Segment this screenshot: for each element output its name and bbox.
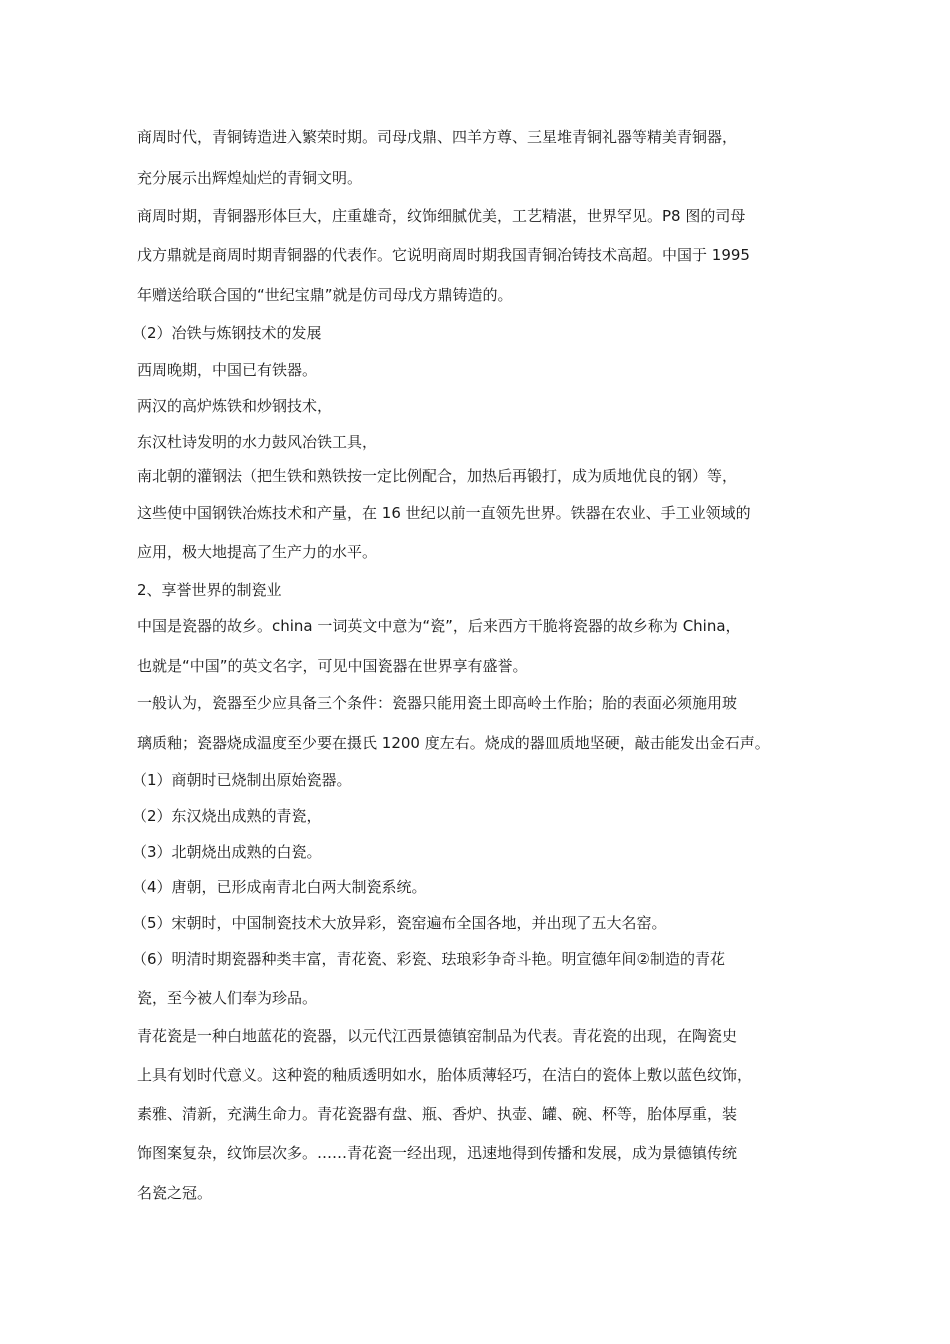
list-item: （2）东汉烧出成熟的青瓷， bbox=[132, 807, 322, 825]
list-item: （1）商朝时已烧制出原始瓷器。 bbox=[132, 771, 352, 789]
text-line: 饰图案复杂，纹饰层次多。……青花瓷一经出现，迅速地得到传播和发展，成为景德镇传统 bbox=[137, 1144, 738, 1162]
text-line: 这些使中国钢铁冶炼技术和产量，在 16 世纪以前一直领先世界。铁器在农业、手工业领域的 bbox=[137, 504, 751, 522]
list-item: （6）明清时期瓷器种类丰富，青花瓷、彩瓷、珐琅彩争奇斗艳。明宣德年间②制造的青花 bbox=[132, 950, 725, 968]
text-line: 一般认为，瓷器至少应具备三个条件：瓷器只能用瓷土即高岭土作胎；胎的表面必须施用玻 bbox=[137, 694, 738, 712]
text-line: 中国是瓷器的故乡。china 一词英文中意为“瓷”，后来西方干脆将瓷器的故乡称为 China， bbox=[137, 617, 741, 635]
text-line: 西周晚期，中国已有铁器。 bbox=[137, 361, 318, 379]
text-line: 素雅、清新，充满生命力。青花瓷器有盘、瓶、香炉、执壶、罐、碗、杯等，胎体厚重，装 bbox=[137, 1105, 738, 1123]
list-item: （4）唐朝，已形成南青北白两大制瓷系统。 bbox=[132, 878, 427, 896]
text-line: 名瓷之冠。 bbox=[137, 1184, 213, 1202]
text-line: 瓷，至今被人们奉为珍品。 bbox=[137, 989, 318, 1007]
list-item: （3）北朝烧出成熟的白瓷。 bbox=[132, 843, 322, 861]
text-line: 商周时期，青铜器形体巨大，庄重雄奇，纹饰细腻优美，工艺精湛，世界罕见。P8 图的司母 bbox=[137, 207, 746, 225]
text-line: 两汉的高炉炼铁和炒钢技术， bbox=[137, 397, 333, 415]
text-line: 青花瓷是一种白地蓝花的瓷器，以元代江西景德镇窑制品为代表。青花瓷的出现，在陶瓷史 bbox=[137, 1027, 738, 1045]
section-heading: （2）冶铁与炼钢技术的发展 bbox=[132, 324, 322, 342]
text-line: 戊方鼎就是商周时期青铜器的代表作。它说明商周时期我国青铜冶铸技术高超。中国于 1995 bbox=[137, 246, 750, 264]
text-line: 年赠送给联合国的“世纪宝鼎”就是仿司母戊方鼎铸造的。 bbox=[137, 286, 513, 304]
text-line: 充分展示出辉煌灿烂的青铜文明。 bbox=[137, 169, 363, 187]
list-item: （5）宋朝时，中国制瓷技术大放异彩，瓷窑遍布全国各地，并出现了五大名窑。 bbox=[132, 914, 667, 932]
text-line: 应用，极大地提高了生产力的水平。 bbox=[137, 543, 378, 561]
text-line: 璃质釉；瓷器烧成温度至少要在摄氏 1200 度左右。烧成的器皿质地坚硬，敲击能发出金石声。 bbox=[137, 734, 770, 752]
text-line: 商周时代，青铜铸造进入繁荣时期。司母戊鼎、四羊方尊、三星堆青铜礼器等精美青铜器， bbox=[137, 128, 738, 146]
text-line: 南北朝的灌钢法（把生铁和熟铁按一定比例配合，加热后再锻打，成为质地优良的钢）等， bbox=[137, 467, 738, 485]
text-line: 上具有划时代意义。这种瓷的釉质透明如水，胎体质薄轻巧，在洁白的瓷体上敷以蓝色纹饰， bbox=[137, 1066, 753, 1084]
section-heading: 2、享誉世界的制瓷业 bbox=[137, 581, 282, 599]
text-line: 也就是“中国”的英文名字，可见中国瓷器在世界享有盛誉。 bbox=[137, 657, 528, 675]
text-line: 东汉杜诗发明的水力鼓风冶铁工具， bbox=[137, 433, 378, 451]
